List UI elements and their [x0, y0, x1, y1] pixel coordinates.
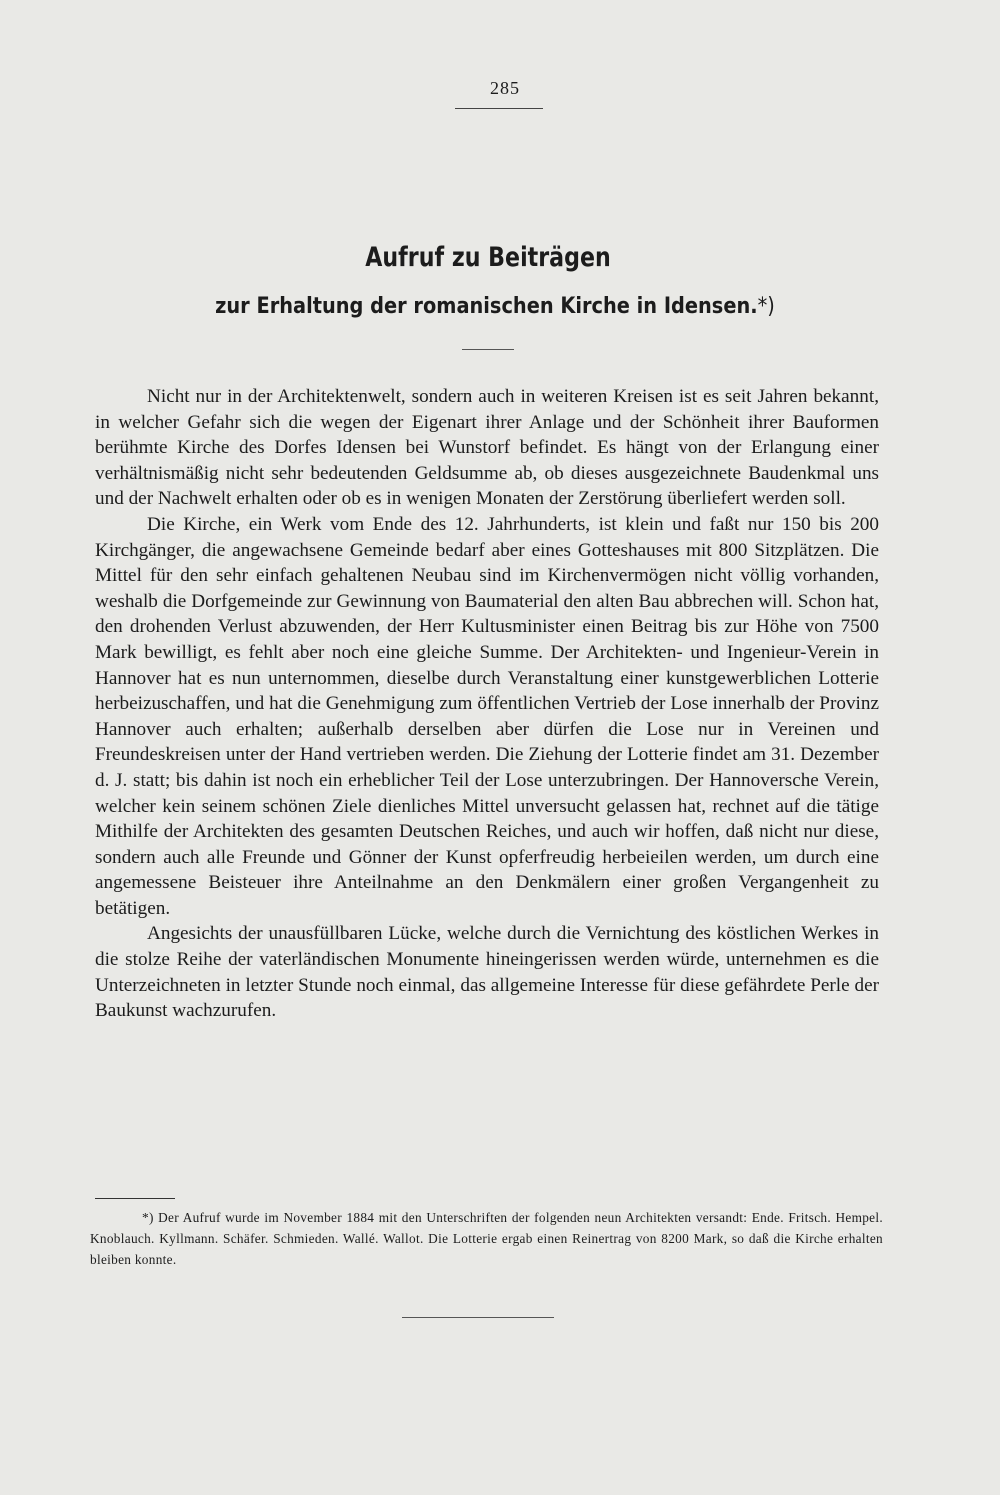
footnote-marker: *): [757, 294, 775, 319]
page-subtitle: [59, 294, 930, 319]
footnote: [90, 1207, 883, 1270]
paragraph-3: Angesichts der unausfüllbaren Lücke, welche durch die Vernichtung des köstlichen Werkes in die stolze Reihe der vaterländischen Monumente hineingerissen werden würde, unternehmen es die Unterzeichneten in letzter Stunde noch einmal, das allgemeine Interesse für diese gefährdete Perle der Baukunst wachzurufen.: [95, 923, 879, 1022]
subtitle-text: zur Erhaltung der romanischen Kirche in Idensen.: [215, 294, 758, 319]
closing-rule: [402, 1317, 554, 1318]
page-title: Aufruf zu Beiträgen: [365, 242, 611, 273]
page-number-rule: [455, 108, 543, 109]
footnote-text: *) Der Aufruf wurde im November 1884 mit den Unterschriften der folgenden neun Architekten versandt: Ende. Fritsch. Hempel. Knoblauch. Kyllmann. Schäfer. Schmieden. Wallé. Wallot. Die Lotterie ergab einen Reinertrag von 8200 Mark, so daß die Kirche erhalten bleiben konnte.: [90, 1210, 883, 1267]
page-number: 285: [490, 78, 520, 98]
paragraph-2: Die Kirche, ein Werk vom Ende des 12. Jahrhunderts, ist klein und faßt nur 150 bis 200 Kirchgänger, die angewachsene Gemeinde bedarf aber eines Gotteshauses mit 800 Sitzplätzen. Die Mittel für den sehr einfach gehaltenen Neubau sind im Kirchenvermögen nicht völlig vorhanden, weshalb die Dorfgemeinde zur Gewinnung von Baumaterial den alten Bau abbrechen will. Schon hat, den drohenden Verlust abzuwenden, der Herr Kultusminister einen Beitrag bis zur Höhe von 7500 Mark bewilligt, es fehlt aber noch eine gleiche Summe. Der Architekten- und Ingenieur-Verein in Hannover hat es nun unternommen, dieselbe durch Veranstaltung einer kunstgewerblichen Lotterie herbeizuschaffen, und hat die Genehmigung zum öffentlichen Vertrieb der Lose innerhalb der Provinz Hannover auch erhalten; außerhalb derselben aber dürfen die Lose nur in Vereinen und Freundeskreisen unter der Hand vertrieben werden. Die Ziehung der Lotterie findet am 31. Dezember d. J. statt; bis dahin ist noch ein erheblicher Teil der Lose unterzubringen. Der Hannoversche Verein, welcher kein seinem schönen Ziele dienliches Mittel unversucht gelassen hat, rechnet auf die tätige Mithilfe der Architekten des gesamten Deutschen Reiches, und auch wir hoffen, daß nicht nur diese, sondern auch alle Freunde und Gönner der Kunst opferfreudig herbeieilen werden, um durch eine angemessene Beisteuer ihre Anteilnahme an den Denkmälern einer großen Vergangenheit zu betätigen.: [95, 513, 879, 919]
footnote-divider: [95, 1198, 175, 1199]
paragraph-1: Nicht nur in der Architektenwelt, sondern auch in weiteren Kreisen ist es seit Jahren bekannt, in welcher Gefahr sich die wegen der Eigenart ihrer Anlage und der Schönheit ihrer Bauformen berühmte Kirche des Dorfes Idensen bei Wunstorf befindet. Es hängt von der Erlangung einer verhältnismäßig nicht sehr bedeutenden Geldsumme ab, ob dieses ausgezeichnete Baudenkmal uns und der Nachwelt erhalten oder ob es in wenigen Monaten der Zerstörung überliefert werden soll.: [95, 386, 879, 510]
title-divider: [462, 349, 514, 350]
article-body: [95, 384, 879, 1024]
